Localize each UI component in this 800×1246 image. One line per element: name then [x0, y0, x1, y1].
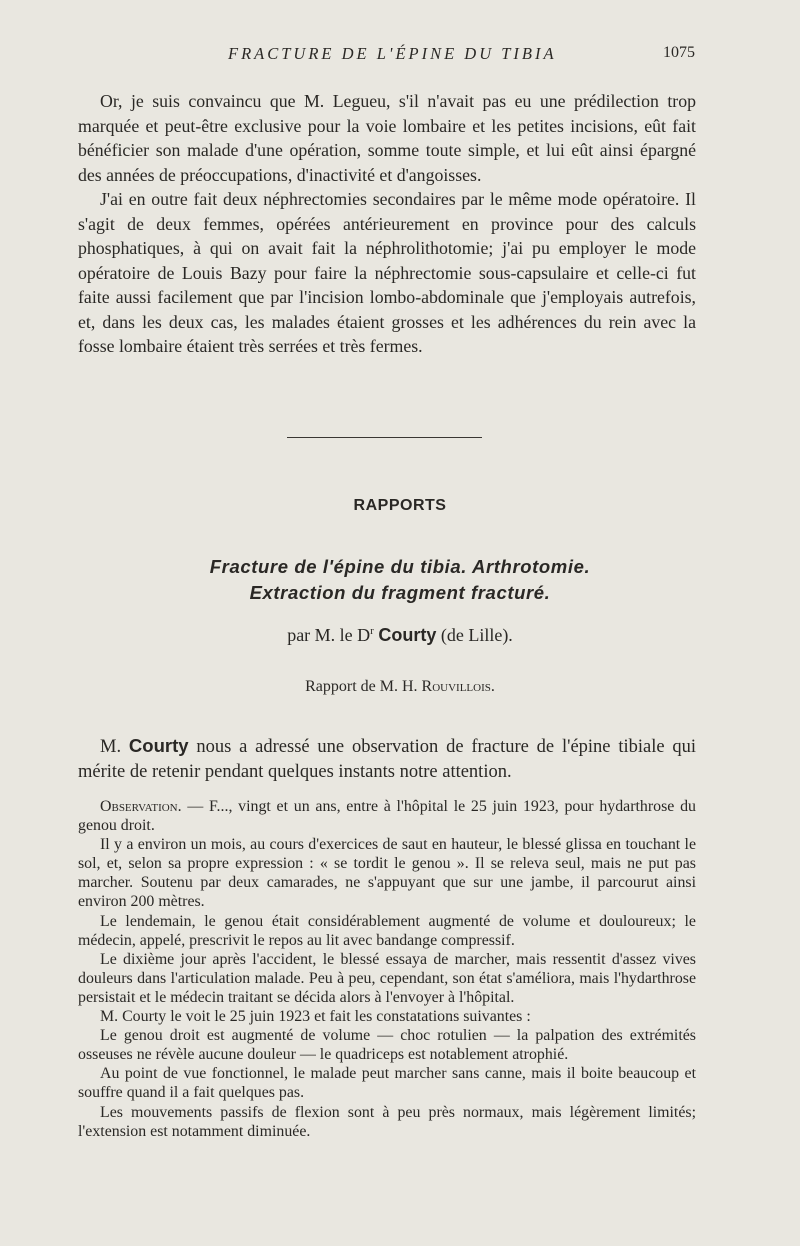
observation-label: Observation.	[100, 798, 182, 815]
reporter-name: Rouvillois.	[421, 678, 495, 695]
intro-text	[78, 89, 696, 359]
lead-prefix: M.	[100, 737, 122, 757]
paragraph-text: — F..., vingt et un ans, entre à l'hôpital le 25 juin 1923, pour hydarthrose du genou droit.	[78, 798, 696, 835]
article-title-line-1: Fracture de l'épine du tibia. Arthrotomie.	[209, 556, 591, 577]
observation-text	[78, 797, 696, 1141]
author-name: Courty	[378, 625, 437, 645]
paragraph: Or, je suis convaincu que M. Legueu, s'il n'avait pas eu une prédilection trop marquée et peut-être exclusive pour la voie lombaire et les petites incisions, eût fait bénéficier son malade d'une opération, somme toute simple, et lui eût ainsi épargné des années de préoccupations, d'inactivité et d'angoisses.	[78, 91, 696, 185]
article-title-line-2: Extraction du fragment fracturé.	[249, 582, 551, 603]
paragraph: Il y a environ un mois, au cours d'exercices de saut en hauteur, le blessé glissa en touchant le sol, et, selon sa propre expression : « se tordit le genou ». Il se releva seul, mais ne put pas marcher. Soutenu par deux camarades, ne s'appuyant que sur une jambe, il parcourut ainsi environ 200 mètres.	[78, 836, 696, 911]
section-divider	[287, 437, 482, 438]
lead-paragraph	[78, 733, 696, 785]
lead-text: nous a adressé une observation de fracture de l'épine tibiale qui mérite de retenir pendant quelques instants notre attention.	[78, 737, 697, 782]
paragraph: J'ai en outre fait deux néphrectomies secondaires par le même mode opératoire. Il s'agit de deux femmes, opérées antérieurement en province pour des calculs phosphatiques, à qui on avait fait la néphrolithotomie; j'ai pu employer le mode opératoire de Louis Bazy pour faire la néphrectomie sous-capsulaire et celle-ci fut faite aussi facilement que par l'incision lombo-abdominale que j'employais autrefois, et, dans les deux cas, les malades étaient grosses et les adhérences du rein avec la fosse lombaire étaient très serrées et très fermes.	[78, 189, 696, 356]
paragraph: Le genou droit est augmenté de volume — choc rotulien — la palpation des extrémités osseuses ne révèle aucune douleur — le quadriceps est notablement atrophié.	[78, 1027, 696, 1064]
paragraph: Les mouvements passifs de flexion sont à peu près normaux, mais légèrement limités; l'extension est notamment diminuée.	[78, 1103, 696, 1140]
byline-sup: r	[370, 625, 374, 637]
paragraph: Au point de vue fonctionnel, le malade peut marcher sans canne, mais il boite beaucoup et souffre quand il a fait quelques pas.	[78, 1065, 696, 1102]
page-number: 1075	[663, 44, 695, 61]
lead-name: Courty	[128, 735, 189, 756]
running-title: FRACTURE DE L'ÉPINE DU TIBIA	[228, 44, 557, 63]
paragraph: Le dixième jour après l'accident, le blessé essaya de marcher, mais ressentit d'assez vives douleurs dans l'articulation malade. Peu à peu, cependant, son état s'améliora, mais l'hydarthrose persistait et le médecin traitant se décida alors à l'envoyer à l'hôpital.	[78, 950, 696, 1006]
paragraph: Le lendemain, le genou était considérablement augmenté de volume et douloureux; le médecin, appelé, prescrivit le repos au lit avec bandange compressif.	[78, 912, 696, 949]
paragraph	[78, 797, 696, 835]
report-prefix: Rapport de M. H.	[305, 678, 418, 695]
byline	[0, 625, 800, 646]
paragraph: M. Courty le voit le 25 juin 1923 et fait les constatations suivantes :	[100, 1008, 531, 1026]
running-head	[78, 44, 695, 68]
byline-prefix: par M. le D	[287, 625, 371, 645]
author-affiliation: (de Lille).	[440, 625, 513, 645]
report-attribution	[0, 678, 800, 696]
section-heading: RAPPORTS	[353, 497, 447, 514]
